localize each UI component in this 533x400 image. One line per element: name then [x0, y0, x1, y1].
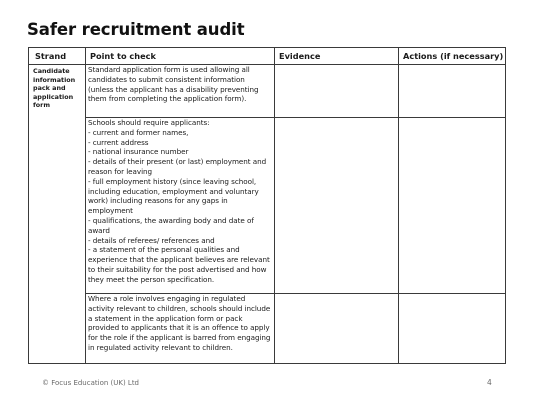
header-actions: Actions (if necessary) [399, 48, 506, 65]
table-row [29, 65, 506, 118]
footer-copyright: © Focus Education (UK) Ltd [42, 379, 140, 387]
point-cell [86, 294, 275, 364]
evidence-cell[interactable] [275, 118, 399, 294]
page-title: Safer recruitment audit [27, 20, 245, 39]
header-strand: Strand [29, 48, 86, 65]
point-cell [86, 118, 275, 294]
table-header-row [29, 48, 506, 65]
actions-cell[interactable] [399, 118, 506, 294]
point-text: Where a role involves engaging in regulated activity relevant to children, schools should include a statement in the application form or pack provided to applicants that it is an offence to apply for the role if the applicant is barred from engaging in regulated activity relevant to children. [88, 294, 271, 352]
evidence-cell[interactable] [275, 65, 399, 118]
header-point-to-check: Point to check [86, 48, 275, 65]
header-evidence: Evidence [275, 48, 399, 65]
actions-cell[interactable] [399, 294, 506, 364]
strand-label: Candidate information pack and application form [33, 67, 76, 110]
actions-cell[interactable] [399, 65, 506, 118]
point-text: Schools should require applicants: - current and former names, - current address - national insurance number - details of their present (or last) employment and reason for leaving - full employment history (since leaving school, including education, employment and voluntary work) including reasons for any gaps in employment - qualifications, the awarding body and date of award - details of referees/ references and - a statement of the personal qualities and experience that the applicant believes are relevant to their suitability for the post advertised and how they meet the person specification. [88, 118, 270, 284]
audit-table [28, 47, 506, 364]
point-cell [86, 65, 275, 118]
strand-cell [29, 65, 86, 364]
page-number: 4 [487, 378, 492, 387]
table-row [29, 118, 506, 294]
table-row [29, 294, 506, 364]
point-text: Standard application form is used allowing all candidates to submit consistent information (unless the applicant has a disability preventing them from completing the application form). [88, 65, 259, 104]
evidence-cell[interactable] [275, 294, 399, 364]
